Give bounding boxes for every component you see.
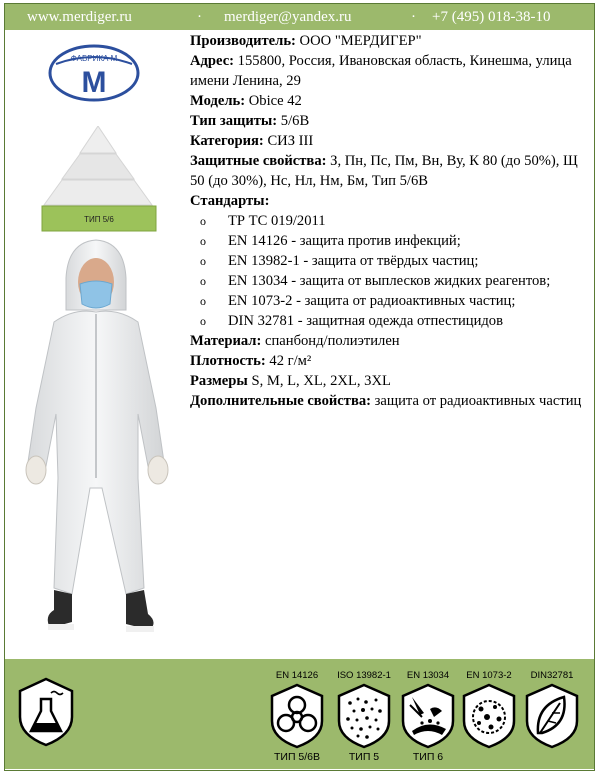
properties-label: Защитные свойства:	[190, 153, 327, 169]
manufacturer-row	[190, 31, 594, 51]
category-label: Категория:	[190, 133, 264, 149]
email-link[interactable]: merdiger@yandex.ru	[224, 9, 352, 25]
standard-desc: - защита от твёрдых частиц;	[299, 253, 479, 269]
standard-code: DIN 32781	[228, 313, 295, 329]
badge-bottom-label: ТИП 5	[348, 751, 380, 763]
extra-properties-row	[190, 391, 594, 411]
badge-bottom-label: ТИП 5/6В	[273, 751, 321, 763]
sizes-row	[190, 371, 594, 391]
pesticide-leaf-icon	[524, 683, 580, 749]
density-label: Плотность:	[190, 353, 266, 369]
header-separator: ·	[197, 9, 202, 25]
product-specs	[190, 31, 594, 411]
manufacturer-value: ООО "МЕРДИГЕР"	[295, 33, 422, 49]
badge-top-label: EN 14126	[275, 670, 319, 681]
density-row	[190, 351, 594, 371]
standard-item	[190, 291, 594, 311]
standards-row	[190, 191, 594, 211]
standard-item	[190, 271, 594, 291]
badge-top-label: EN 1073-2	[466, 670, 512, 681]
particles-icon	[336, 683, 392, 749]
chemical-flask-icon	[17, 677, 75, 747]
extra-properties-label: Дополнительные свойства:	[190, 393, 371, 409]
header-separator: ·	[411, 9, 416, 25]
biohazard-icon	[269, 683, 325, 749]
standard-code: ТР ТС 019/2011	[228, 213, 326, 229]
coverall-photo	[14, 238, 176, 652]
properties-value: З, Пн, Пс, Пм, Вн, Ву, К 80 (до 50%), Щ 50 (до 30%), Нс, Нл, Нм, Бм, Тип 5/6В	[190, 153, 578, 189]
standard-desc: - защита от выплесков жидких реагентов;	[287, 273, 551, 289]
manufacturer-label: Производитель:	[190, 33, 296, 49]
standard-code: EN 1073-2	[228, 293, 293, 309]
standard-desc: - защитная одежда отпестицидов	[294, 313, 503, 329]
contact-header	[5, 4, 594, 30]
badge-top-label: DIN32781	[530, 670, 574, 681]
phone-link[interactable]: +7 (495) 018-38-10	[432, 9, 551, 25]
category-value: СИЗ III	[263, 133, 314, 149]
sizes-value: S, M, L, XL, 2XL, 3XL	[247, 373, 391, 389]
badge-top-label: ISO 13982-1	[337, 670, 391, 681]
model-row	[190, 91, 594, 111]
protection-type-row	[190, 111, 594, 131]
standard-item	[190, 311, 594, 331]
radioactive-particles-icon	[461, 683, 517, 749]
material-value: спанбонд/полиэтилен	[261, 333, 400, 349]
standard-desc: - защита против инфекций;	[287, 233, 461, 249]
standards-label: Стандарты:	[190, 193, 270, 209]
category-row	[190, 131, 594, 151]
pyramid-level-label: ТИП 5/6	[84, 215, 114, 224]
website-link[interactable]: www.merdiger.ru	[27, 9, 132, 25]
density-value: 42 г/м²	[265, 353, 312, 369]
standard-item	[190, 251, 594, 271]
certification-footer	[5, 659, 594, 769]
model-label: Модель:	[190, 93, 246, 109]
address-label: Адрес:	[190, 53, 235, 69]
model-value: Obice 42	[245, 93, 302, 109]
badge-bottom-label: ТИП 6	[412, 751, 444, 763]
protection-level-pyramid	[38, 126, 158, 232]
address-value: 155800, Россия, Ивановская область, Кинешма, улица имени Ленина, 29	[190, 53, 572, 89]
liquid-splash-icon	[400, 683, 456, 749]
material-label: Материал:	[190, 333, 262, 349]
standard-code: EN 14126	[228, 233, 288, 249]
company-logo	[48, 40, 140, 102]
extra-properties-value: защита от радиоактивных частиц	[370, 393, 582, 409]
protection-type-value: 5/6В	[277, 113, 310, 129]
material-row	[190, 331, 594, 351]
address-row	[190, 51, 594, 91]
standard-desc: - защита от радиоактивных частиц;	[292, 293, 516, 309]
logo-text: ФАБРИКА М	[70, 54, 118, 63]
standard-item	[190, 211, 594, 231]
logo-letter: М	[81, 66, 107, 99]
standards-list	[190, 211, 594, 331]
standard-code: EN 13034	[228, 273, 288, 289]
properties-row	[190, 151, 594, 191]
protection-type-label: Тип защиты:	[190, 113, 278, 129]
badge-top-label: EN 13034	[406, 670, 450, 681]
standard-code: EN 13982-1	[228, 253, 300, 269]
sizes-label: Размеры	[190, 373, 248, 389]
standard-item	[190, 231, 594, 251]
